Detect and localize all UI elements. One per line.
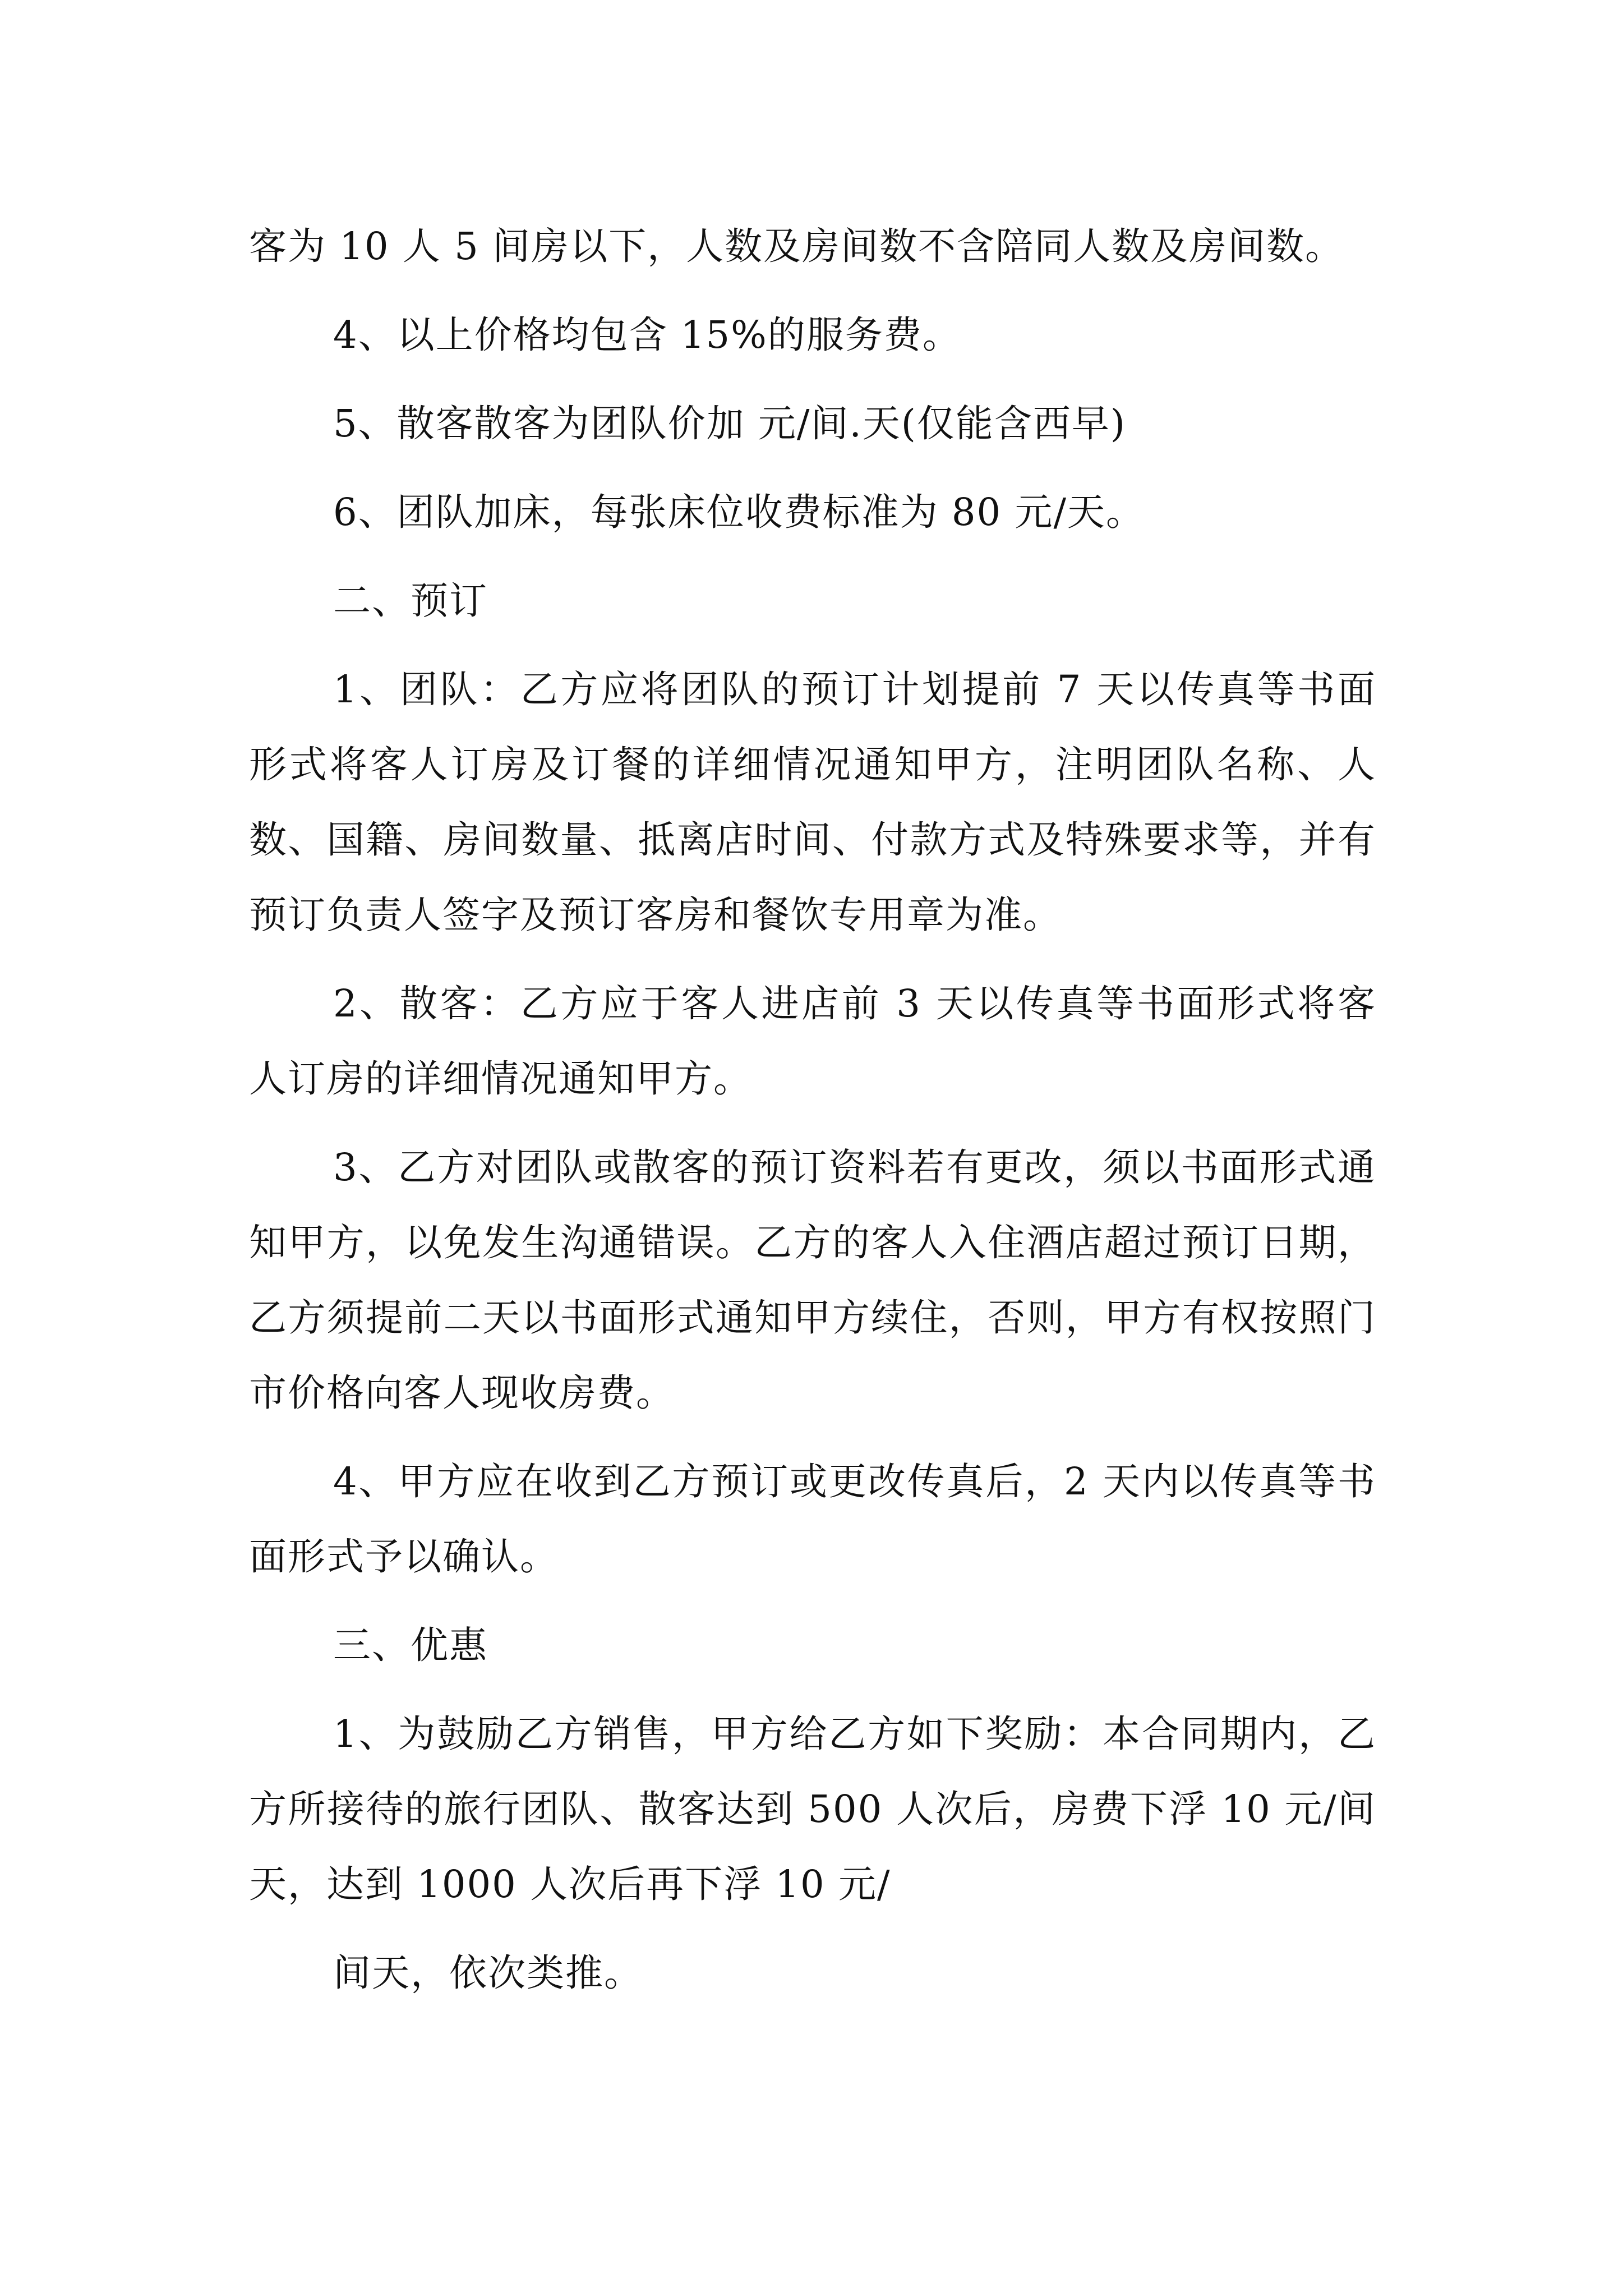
paragraph: 2、散客：乙方应于客人进店前 3 天以传真等书面形式将客人订房的详细情况通知甲方。 <box>249 982 1376 1101</box>
paragraph: 6、团队加床，每张床位收费标准为 80 元/天。 <box>333 490 1145 534</box>
paragraph: 1、团队：乙方应将团队的预订计划提前 7 天以传真等书面形式将客人订房及订餐的详细情况通知甲方，注明团队名称、人数、国籍、房间数量、抵离店时间、付款方式及特殊要求等，并有预订负责人签字及预订客房和餐饮专用章为准。 <box>249 668 1376 937</box>
paragraph: 客为 10 人 5 间房以下，人数及房间数不含陪同人数及房间数。 <box>249 224 1344 268</box>
paragraph: 间天，依次类推。 <box>333 1951 643 1995</box>
paragraph: 4、甲方应在收到乙方预订或更改传真后，2 天内以传真等书面形式予以确认。 <box>249 1460 1376 1579</box>
section-heading: 二、预订 <box>333 579 488 623</box>
document-body <box>249 209 1376 2024</box>
paragraph: 1、为鼓励乙方销售，甲方给乙方如下奖励：本合同期内，乙方所接待的旅行团队、散客达到 500 人次后，房费下浮 10 元/间天，达到 1000 人次后再下浮 10 元/ <box>249 1712 1376 1906</box>
paragraph: 5、散客散客为团队价加 元/间.天(仅能含西早) <box>333 402 1127 445</box>
paragraph: 4、以上价格均包含 15%的服务费。 <box>333 313 961 357</box>
section-heading: 三、优惠 <box>333 1623 488 1667</box>
paragraph: 3、乙方对团队或散客的预订资料若有更改，须以书面形式通知甲方，以免发生沟通错误。乙方的客人入住酒店超过预订日期，乙方须提前二天以书面形式通知甲方续住，否则，甲方有权按照门市价格向客人现收房费。 <box>249 1145 1376 1415</box>
